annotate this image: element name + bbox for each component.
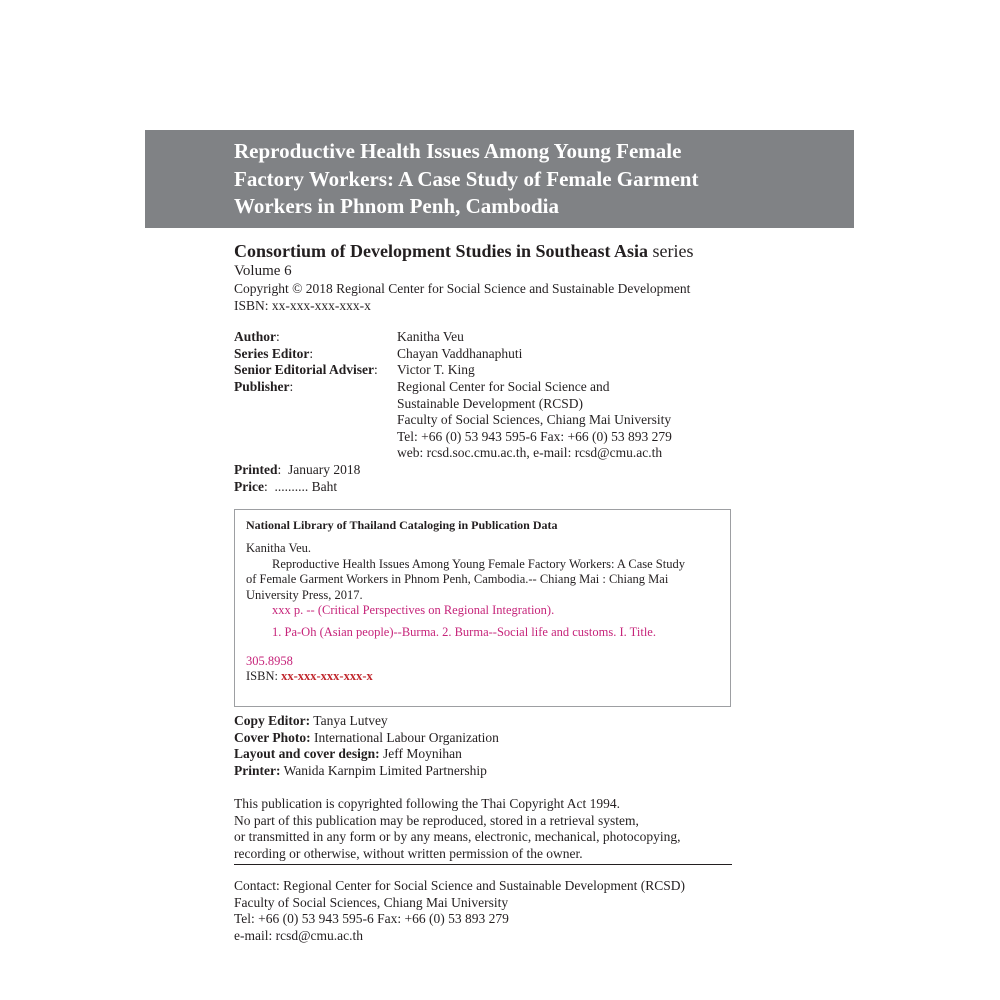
notice-line: No part of this publication may be reproduced, stored in a retrieval system, [234,812,639,828]
publisher-value [397,379,672,462]
publisher-line: Faculty of Social Sciences, Chiang Mai University [397,412,672,428]
volume-number: Volume 6 [234,263,292,279]
book-title-line: Reproductive Health Issues Among Young Female [234,139,682,163]
publisher-label: Publisher [234,378,290,394]
layout-value: Jeff Moynihan [383,746,462,762]
book-title [234,138,834,221]
series-editor-value: Chayan Vaddhanaphuti [397,345,523,361]
printer-value: Wanida Karnpim Limited Partnership [283,762,487,778]
cover-photo-value: International Labour Organization [314,729,499,745]
printer-label: Printer: [234,762,281,778]
price-value: .......... Baht [274,478,338,494]
isbn-line: ISBN: xx-xxx-xxx-xxx-x [234,297,371,313]
cip-box [234,509,731,707]
notice-line: This publication is copyrighted following the Thai Copyright Act 1994. [234,796,620,811]
copy-editor-label: Copy Editor: [234,713,311,728]
cover-photo-label: Cover Photo: [234,729,311,745]
cip-classification: 305.8958 [246,653,293,668]
price-label: Price [234,478,264,494]
title-banner [145,130,854,228]
contact-line: Tel: +66 (0) 53 943 595-6 Fax: +66 (0) 53 893 279 [234,911,509,927]
series-editor-row: Series Editor: Chayan Vaddhanaphuti [234,345,523,361]
author-value: Kanitha Veu [397,329,464,345]
author-row: Author: Kanitha Veu [234,329,464,345]
cip-subjects: 1. Pa-Oh (Asian people)--Burma. 2. Burma--Social life and customs. I. Title. [272,625,656,640]
contact-line: Contact: Regional Center for Social Science and Sustainable Development (RCSD) [234,878,686,893]
publisher-line: web: rcsd.soc.cmu.ac.th, e-mail: rcsd@cmu.ac.th [397,445,663,461]
adviser-value: Victor T. King [397,362,475,378]
publisher-line: Sustainable Development (RCSD) [397,395,583,411]
contact-line: Faculty of Social Sciences, Chiang Mai University [234,894,509,910]
cip-author: Kanitha Veu. [246,541,312,556]
printer-row [234,763,734,780]
cip-heading: National Library of Thailand Cataloging in Publication Data [246,518,558,532]
book-title-line: Workers in Phnom Penh, Cambodia [234,194,559,218]
series-suffix: series [648,241,694,261]
cip-isbn-label: ISBN: [246,669,282,684]
layout-label: Layout and cover design: [234,746,380,762]
divider [234,864,732,865]
printed-value: January 2018 [288,461,361,477]
publisher-line: Tel: +66 (0) 53 943 595-6 Fax: +66 (0) 53 893 279 [397,428,672,444]
copyright-line: Copyright © 2018 Regional Center for Social Science and Sustainable Development [234,281,691,296]
adviser-label: Senior Editorial Adviser [234,362,375,378]
series-name: Consortium of Development Studies in Southeast Asia [234,241,649,261]
publisher-line: Regional Center for Social Science and [397,378,610,394]
layout-row [234,746,734,763]
cover-photo-row [234,730,734,747]
credits [234,713,734,779]
copy-editor-row [234,713,734,730]
adviser-row: Senior Editorial Adviser: Victor T. King [234,362,475,378]
cip-title-line: University Press, 2017. [246,587,363,602]
cip-title-line: Reproductive Health Issues Among Young Female Factory Workers: A Case Study [272,556,685,571]
copyright-notice [234,796,734,862]
notice-line: recording or otherwise, without written permission of the owner. [234,845,583,861]
printed-row: Printed: January 2018 [234,461,361,477]
series-editor-label: Series Editor [234,345,310,361]
contact-line: e-mail: rcsd@cmu.ac.th [234,927,364,943]
price-row: Price: .......... Baht [234,478,338,494]
cip-title-line: of Female Garment Workers in Phnom Penh, Cambodia.-- Chiang Mai : Chiang Mai [246,572,669,587]
cip-pages: xxx p. -- (Critical Perspectives on Regional Integration). [272,603,555,618]
publisher-row: Publisher: Regional Center for Social Science and Sustainable Development (RCSD) Faculty of Social Sciences, Chiang Mai University Tel: +66 (0) 53 943 595-6 Fax: +66 (0) 53 893 279 web: rcsd.soc.cmu.ac.th, e-mail: rcsd@cmu.ac.th [234,378,672,461]
contact-block [234,878,734,944]
publication-details [234,240,734,495]
cip-isbn-value: xx-xxx-xxx-xxx-x [281,669,373,684]
cip-isbn [246,669,720,684]
book-title-line: Factory Workers: A Case Study of Female Garment [234,166,699,191]
copy-editor-value: Tanya Lutvey [313,713,388,728]
author-label: Author [234,329,277,345]
printed-label: Printed [234,461,278,477]
notice-line: or transmitted in any form or by any means, electronic, mechanical, photocopying, [234,829,681,845]
series-line [234,240,734,262]
